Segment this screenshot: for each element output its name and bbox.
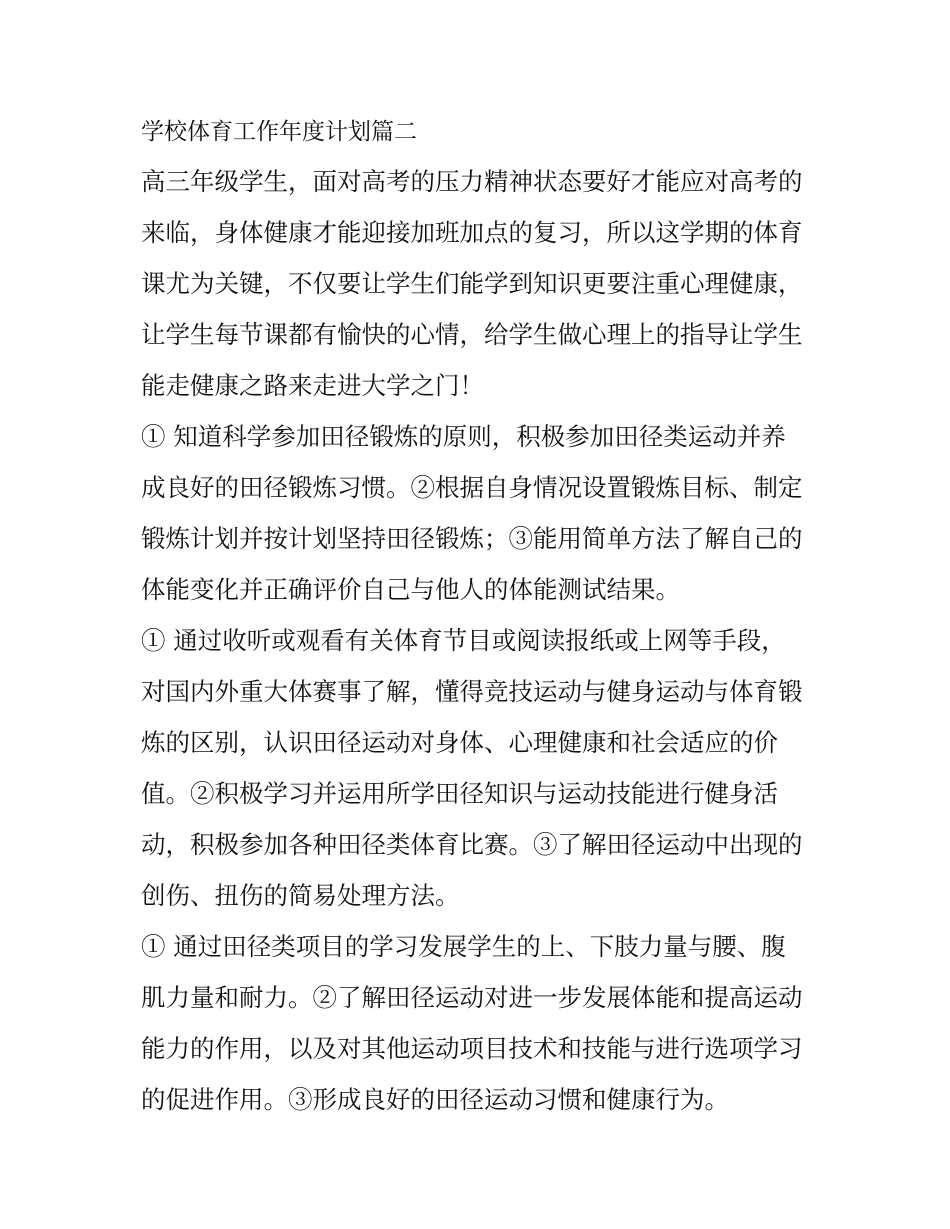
- paragraph-line: ① 通过田径类项目的学习发展学生的上、下肢力量与腰、腹: [141, 932, 786, 961]
- paragraph-line: 让学生每节课都有愉快的心情，给学生做心理上的指导让学生: [141, 320, 803, 349]
- paragraph-line: 值。②积极学习并运用所学田径知识与运动技能进行健身活: [141, 779, 778, 808]
- paragraph-line: 对国内外重大体赛事了解，懂得竞技运动与健身运动与体育锻: [141, 677, 803, 706]
- paragraph-line: 高三年级学生，面对高考的压力精神状态要好才能应对高考的: [141, 167, 803, 196]
- paragraph-line: 动，积极参加各种田径类体育比赛。③了解田径运动中出现的: [141, 830, 803, 859]
- paragraph-line: ① 知道科学参加田径锻炼的原则，积极参加田径类运动并养: [141, 422, 786, 451]
- paragraph-line: 炼的区别，认识田径运动对身体、心理健康和社会适应的价: [141, 728, 778, 757]
- paragraph-goals-training: [141, 411, 821, 615]
- paragraph-line: 的促进作用。③形成良好的田径运动习惯和健康行为。: [141, 1085, 729, 1114]
- paragraph-line: 肌力量和耐力。②了解田径运动对进一步发展体能和提高运动: [141, 983, 803, 1012]
- document-title: 学校体育工作年度计划篇二: [141, 119, 417, 145]
- paragraph-line: 来临，身体健康才能迎接加班加点的复习，所以这学期的体育: [141, 218, 803, 247]
- paragraph-goals-fitness: [141, 921, 821, 1125]
- paragraph-goals-knowledge: [141, 615, 821, 921]
- paragraph-line: 能力的作用，以及对其他运动项目技术和技能与进行选项学习: [141, 1034, 803, 1063]
- paragraph-line: 锻炼计划并按计划坚持田径锻炼；③能用简单方法了解自己的: [141, 524, 803, 553]
- paragraph-line: 体能变化并正确评价自己与他人的体能测试结果。: [141, 575, 680, 604]
- paragraph-intro: [141, 156, 821, 411]
- paragraph-line: 能走健康之路来走进大学之门！: [141, 371, 484, 400]
- paragraph-line: ① 通过收听或观看有关体育节目或阅读报纸或上网等手段，: [141, 626, 786, 655]
- paragraph-line: 成良好的田径锻炼习惯。②根据自身情况设置锻炼目标、制定: [141, 473, 803, 502]
- paragraph-line: 创伤、扭伤的简易处理方法。: [141, 881, 460, 910]
- paragraph-line: 课尤为关键，不仅要让学生们能学到知识更要注重心理健康，: [141, 269, 803, 298]
- document-body: [141, 108, 821, 1125]
